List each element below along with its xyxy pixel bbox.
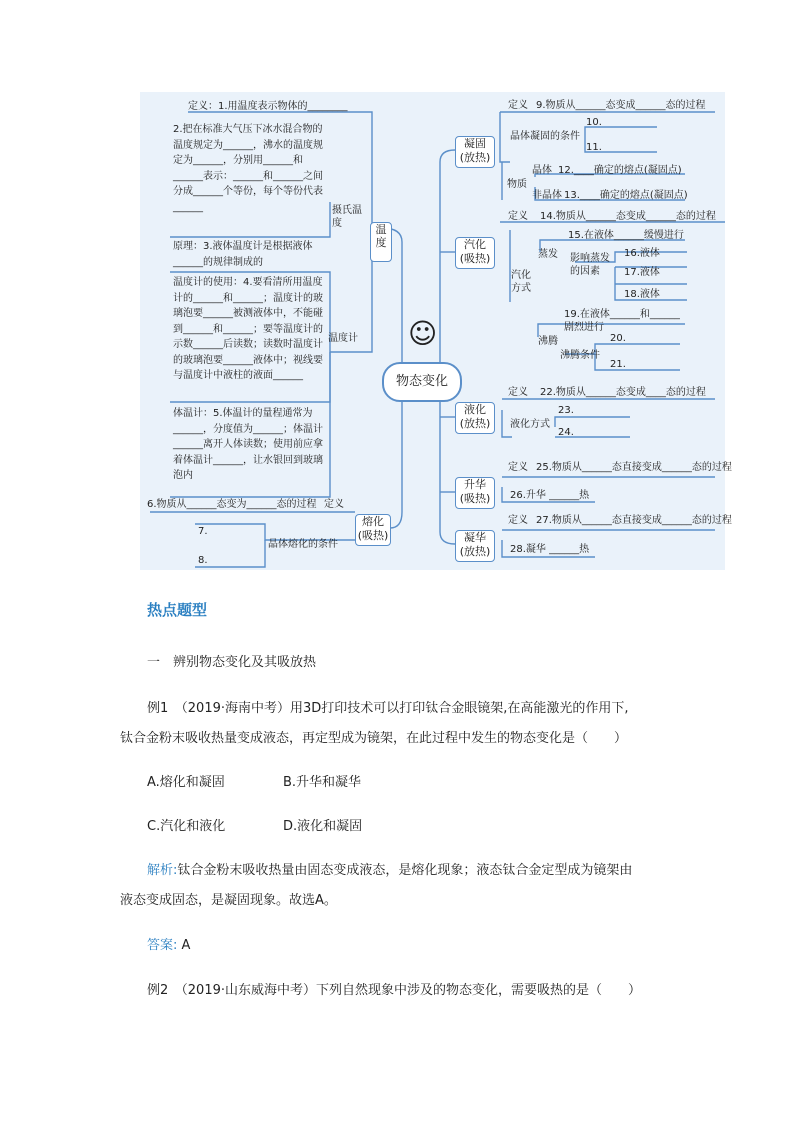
vapor-i20: 20. bbox=[610, 333, 626, 344]
melt-cond: 晶体熔化的条件 bbox=[268, 539, 338, 550]
answer-value: A bbox=[181, 938, 191, 953]
vapor-i16: 16.液体 bbox=[624, 248, 660, 259]
liquefy-i23: 23. bbox=[558, 405, 574, 416]
solidify-material: 物质 bbox=[507, 179, 527, 190]
solidify-crystal: 晶体 bbox=[532, 165, 552, 176]
solidify-i13: 13.____确定的熔点(凝固点) bbox=[564, 190, 688, 201]
melt-i8: 8. bbox=[198, 555, 208, 566]
temp-def: 定义：1.用温度表示物体的________ bbox=[188, 101, 348, 112]
teacher-figure: ☺ bbox=[408, 317, 438, 350]
vapor-evap: 蒸发 bbox=[538, 249, 558, 260]
solidify-i12: 12.____确定的熔点(凝固点) bbox=[558, 165, 682, 176]
vapor-boil: 沸腾 bbox=[538, 336, 558, 347]
vapor-node: 汽化 (吸热) bbox=[455, 237, 495, 269]
deposit-node: 凝华 (放热) bbox=[455, 530, 495, 562]
vapor-i19: 19.在液体______和______剧烈进行 bbox=[564, 309, 680, 333]
ex1-line2: 钛合金粉末吸收热量变成液态，再定型成为镜架，在此过程中发生的物态变化是（ ） bbox=[120, 731, 628, 746]
ex2-line1: 例2 （2019·山东威海中考）下列自然现象中涉及的物态变化，需要吸热的是（ ） bbox=[147, 983, 641, 998]
center-node: 物态变化 bbox=[382, 362, 462, 402]
solidify-i10: 10. bbox=[586, 117, 602, 128]
sublime-def-label: 定义 bbox=[508, 462, 528, 473]
melt-def-label: 定义 bbox=[324, 499, 344, 510]
ex1-option-d: D.液化和凝固 bbox=[283, 819, 363, 834]
temp-usage: 温度计的使用：4.要看清所用温度计的______和______；温度计的玻璃泡要______被测液体中，不能碰到______和______；要等温度计的示数______后读数；读数时温度计的玻璃泡要______液体中；视线要与温度计中液柱的液面______ bbox=[173, 277, 323, 381]
solidify-def: 9.物质从______态变成______态的过程 bbox=[536, 100, 706, 111]
solidify-i11: 11. bbox=[586, 142, 602, 153]
temp-principle: 原理：3.液体温度计是根据液体______的规律制成的 bbox=[173, 241, 313, 268]
vapor-i18: 18.液体 bbox=[624, 289, 660, 300]
liquefy-method: 液化方式 bbox=[510, 419, 550, 430]
analysis-label: 解析: bbox=[147, 863, 178, 878]
mind-map bbox=[140, 92, 732, 570]
sublime-def: 25.物质从______态直接变成______态的过程 bbox=[536, 462, 732, 473]
solidify-node: 凝固 (放热) bbox=[455, 136, 495, 168]
vapor-def-label: 定义 bbox=[508, 211, 528, 222]
liquefy-def-label: 定义 bbox=[508, 387, 528, 398]
temp-node: 温度 bbox=[370, 222, 392, 262]
vapor-boil-cond: 沸腾条件 bbox=[560, 350, 600, 361]
ex1-option-b: B.升华和凝华 bbox=[283, 775, 362, 790]
thermometer-label: 温度计 bbox=[328, 333, 358, 344]
sublime-node: 升华 (吸热) bbox=[455, 477, 495, 509]
liquefy-node: 液化 (放热) bbox=[455, 402, 495, 434]
ex1-option-c: C.汽化和液化 bbox=[147, 819, 226, 834]
answer-label: 答案: bbox=[147, 938, 178, 953]
body-temp: 体温计：5.体温计的量程通常为______，分度值为______；体温计______离开人体读数；使用前应拿着体温计______，让水银回到玻璃泡内 bbox=[173, 408, 323, 481]
vapor-i15: 15.在液体______缓慢进行 bbox=[568, 230, 684, 241]
melt-node: 熔化 (吸热) bbox=[355, 514, 391, 546]
deposit-def: 27.物质从______态直接变成______态的过程 bbox=[536, 515, 732, 526]
solidify-noncrystal: 非晶体 bbox=[532, 190, 562, 201]
melt-def: 6.物质从______态变为______态的过程 bbox=[147, 499, 317, 510]
vapor-i17: 17.液体 bbox=[624, 267, 660, 278]
liquefy-i24: 24. bbox=[558, 427, 574, 438]
sheshi-label: 摄氏温度 bbox=[332, 205, 362, 229]
ex1-analysis-line1 bbox=[147, 859, 632, 878]
section-title: 热点题型 bbox=[147, 601, 208, 619]
sublime-i26: 26.升华 ______热 bbox=[510, 490, 590, 501]
ex1-answer bbox=[147, 934, 190, 953]
ex1-analysis-line2: 液态变成固态，是凝固现象。故选A。 bbox=[120, 893, 337, 908]
vapor-factors: 影响蒸发的因素 bbox=[570, 253, 610, 277]
analysis-text: 钛合金粉末吸收热量由固态变成液态，是熔化现象；液态钛合金定型成为镜架由 bbox=[177, 863, 633, 878]
temp-item2: 2.把在标准大气压下冰水混合物的温度规定为______，沸水的温度规定为______，分别用______和______表示：______和______之间分成______个等份，每个等份代表______ bbox=[173, 124, 323, 213]
solidify-cond: 晶体凝固的条件 bbox=[510, 131, 580, 142]
melt-i7: 7. bbox=[198, 526, 208, 537]
vapor-def: 14.物质从______态变成______态的过程 bbox=[540, 211, 716, 222]
ex1-option-a: A.熔化和凝固 bbox=[147, 775, 225, 790]
vapor-method: 汽化方式 bbox=[511, 270, 531, 294]
solidify-def-label: 定义 bbox=[508, 100, 528, 111]
ex1-line1: 例1 （2019·海南中考）用3D打印技术可以打印钛合金眼镜架,在高能激光的作用下, bbox=[147, 701, 629, 716]
liquefy-def: 22.物质从______态变成____态的过程 bbox=[540, 387, 706, 398]
deposit-i28: 28.凝华 ______热 bbox=[510, 544, 590, 555]
vapor-i21: 21. bbox=[610, 359, 626, 370]
deposit-def-label: 定义 bbox=[508, 515, 528, 526]
topic-heading: 一 辨别物态变化及其吸放热 bbox=[147, 655, 317, 670]
